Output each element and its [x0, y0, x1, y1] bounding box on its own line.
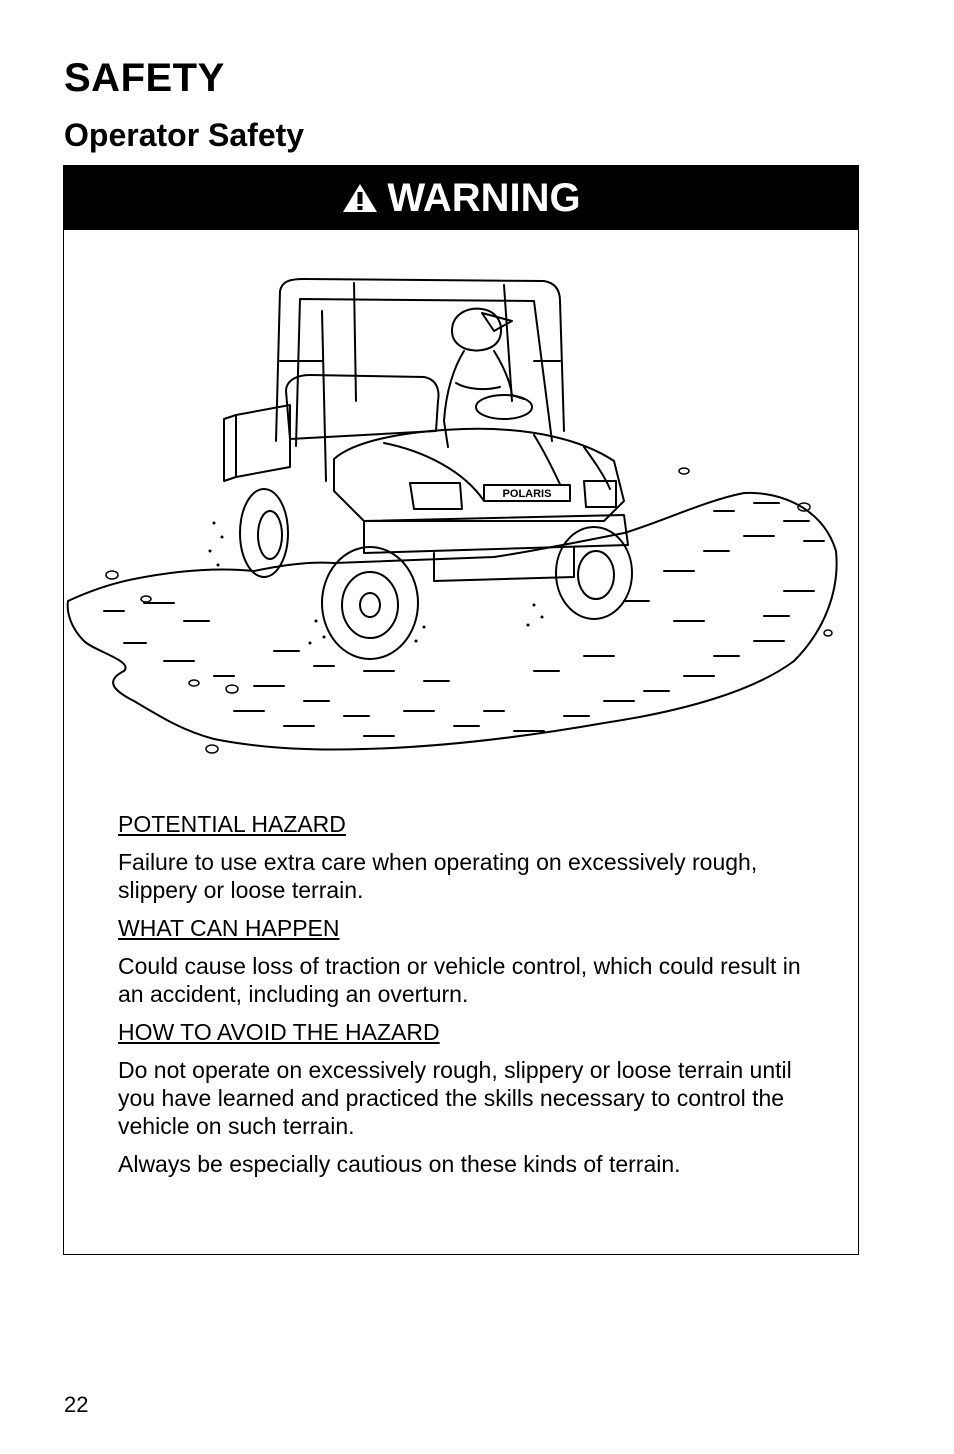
- vehicle-brand-text: POLARIS: [502, 488, 552, 500]
- utility-vehicle-illustration: [64, 271, 858, 771]
- how-to-avoid-text: Do not operate on excessively rough, slippery or loose terrain until you have learned and practiced the skills necessary to control the vehicle on such terrain.: [118, 1057, 792, 1139]
- how-to-avoid-heading: HOW TO AVOID THE HAZARD: [118, 1019, 440, 1045]
- section-title: SAFETY: [64, 56, 225, 100]
- what-can-happen-heading: WHAT CAN HAPPEN: [118, 915, 340, 941]
- warning-header: [64, 166, 858, 230]
- sub-title: Operator Safety: [64, 117, 305, 153]
- what-can-happen-text: Could cause loss of traction or vehicle control, which could result in an accident, including an overturn.: [118, 953, 801, 1007]
- warning-triangle-icon: [341, 182, 379, 214]
- page-number: 22: [64, 1392, 89, 1417]
- caution-text: Always be especially cautious on these kinds of terrain.: [118, 1151, 681, 1177]
- potential-hazard-text: Failure to use extra care when operating on excessively rough, slippery or loose terrain.: [118, 849, 758, 903]
- warning-body: [118, 810, 818, 1188]
- potential-hazard-heading: POTENTIAL HAZARD: [118, 811, 346, 837]
- warning-label: WARNING: [387, 175, 581, 220]
- warning-box: [63, 165, 859, 1255]
